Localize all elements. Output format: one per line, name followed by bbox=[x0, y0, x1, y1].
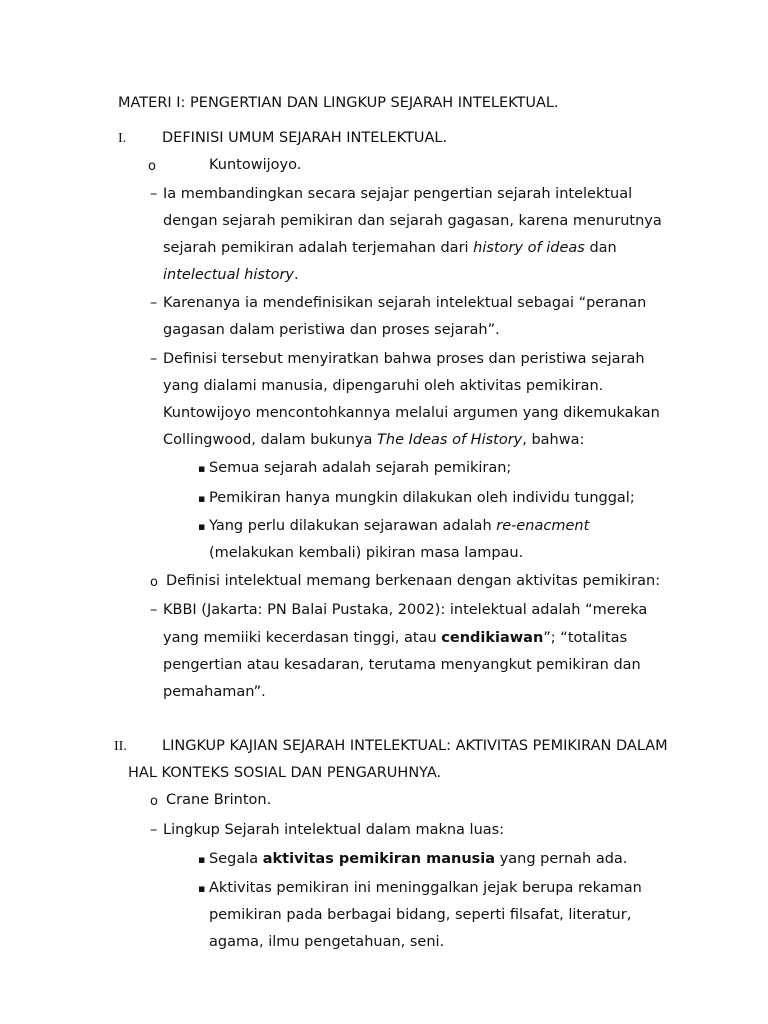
subheading: Kuntowijoyo. bbox=[209, 157, 302, 173]
text-run: . bbox=[294, 267, 299, 283]
dash-bullet-icon: – bbox=[150, 351, 158, 367]
text-run: yang pernah ada. bbox=[495, 851, 628, 867]
list-item bbox=[209, 849, 627, 869]
circle-bullet-icon: o bbox=[150, 575, 158, 590]
list-item-continuation: (melakukan kembali) pikiran masa lampau. bbox=[209, 545, 524, 561]
list-item-continuation: pemikiran pada berbagai bidang, seperti filsafat, literatur, bbox=[209, 907, 632, 923]
text-run: dan bbox=[584, 240, 617, 256]
square-bullet-icon: ▪ bbox=[198, 882, 206, 895]
text-run: ”; “totalitas bbox=[543, 630, 628, 646]
paragraph-line: KBBI (Jakarta: PN Balai Pustaka, 2002): intelektual adalah “mereka bbox=[163, 602, 648, 618]
paragraph-line: gagasan dalam peristiwa dan proses sejarah”. bbox=[163, 322, 500, 338]
text-run: Yang perlu dilakukan sejarawan adalah bbox=[209, 518, 497, 534]
list-item-continuation: agama, ilmu pengetahuan, seni. bbox=[209, 934, 445, 950]
section-numeral: I. bbox=[118, 131, 127, 146]
paragraph-line: Definisi tersebut menyiratkan bahwa proses dan peristiwa sejarah bbox=[163, 351, 645, 367]
list-item: Aktivitas pemikiran ini meninggalkan jejak berupa rekaman bbox=[209, 880, 642, 896]
dash-bullet-icon: – bbox=[150, 186, 158, 202]
list-item: Semua sejarah adalah sejarah pemikiran; bbox=[209, 460, 512, 476]
paragraph-line: Lingkup Sejarah intelektual dalam makna luas: bbox=[163, 822, 505, 838]
list-item: Pemikiran hanya mungkin dilakukan oleh individu tunggal; bbox=[209, 490, 635, 506]
circle-bullet-icon: o bbox=[148, 159, 156, 174]
bold-term: cendikiawan bbox=[441, 630, 544, 646]
square-bullet-icon: ▪ bbox=[198, 462, 206, 475]
square-bullet-icon: ▪ bbox=[198, 492, 206, 505]
paragraph-line: pemahaman”. bbox=[163, 684, 266, 700]
book-title: The Ideas of History bbox=[377, 432, 523, 448]
paragraph-line: pengertian atau kesadaran, terutama menyangkut pemikiran dan bbox=[163, 657, 641, 673]
square-bullet-icon: ▪ bbox=[198, 520, 206, 533]
dash-bullet-icon: – bbox=[150, 602, 158, 618]
circle-bullet-icon: o bbox=[150, 794, 158, 809]
paragraph-line: Kuntowijoyo mencontohkannya melalui argumen yang dikemukakan bbox=[163, 405, 660, 421]
paragraph-line: dengan sejarah pemikiran dan sejarah gagasan, karena menurutnya bbox=[163, 213, 662, 229]
text-run: Segala bbox=[209, 851, 263, 867]
text-run: yang memiiki kecerdasan tinggi, atau bbox=[163, 630, 442, 646]
paragraph-line: Karenanya ia mendefinisikan sejarah intelektual sebagai “peranan bbox=[163, 295, 647, 311]
text-run: Collingwood, dalam bukunya bbox=[163, 432, 378, 448]
paragraph-line bbox=[163, 265, 299, 285]
text-run: , bahwa: bbox=[522, 432, 585, 448]
paragraph-line bbox=[163, 628, 627, 648]
italic-term: re-enacment bbox=[496, 518, 590, 534]
subheading: Crane Brinton. bbox=[166, 792, 272, 808]
section-heading: DEFINISI UMUM SEJARAH INTELEKTUAL. bbox=[162, 130, 448, 146]
subheading: Definisi intelektual memang berkenaan dengan aktivitas pemikiran: bbox=[166, 573, 661, 589]
paragraph-line: yang dialami manusia, dipengaruhi oleh aktivitas pemikiran. bbox=[163, 378, 604, 394]
section-heading: LINGKUP KAJIAN SEJARAH INTELEKTUAL: AKTIVITAS PEMIKIRAN DALAM bbox=[162, 738, 668, 754]
square-bullet-icon: ▪ bbox=[198, 853, 206, 866]
italic-term: history of ideas bbox=[473, 240, 585, 256]
bold-term: aktivitas pemikiran manusia bbox=[262, 851, 496, 867]
dash-bullet-icon: – bbox=[150, 295, 158, 311]
italic-term: intelectual history bbox=[163, 267, 295, 283]
paragraph-line bbox=[163, 238, 617, 258]
list-item bbox=[209, 516, 589, 536]
paragraph-line: Ia membandingkan secara sejajar pengertian sejarah intelektual bbox=[163, 186, 633, 202]
dash-bullet-icon: – bbox=[150, 822, 158, 838]
paragraph-line bbox=[163, 430, 584, 450]
text-run: sejarah pemikiran adalah terjemahan dari bbox=[163, 240, 474, 256]
document-title: MATERI I: PENGERTIAN DAN LINGKUP SEJARAH INTELEKTUAL. bbox=[118, 95, 559, 111]
section-heading-continuation: HAL KONTEKS SOSIAL DAN PENGARUHNYA. bbox=[128, 765, 442, 781]
section-numeral: II. bbox=[114, 739, 127, 754]
